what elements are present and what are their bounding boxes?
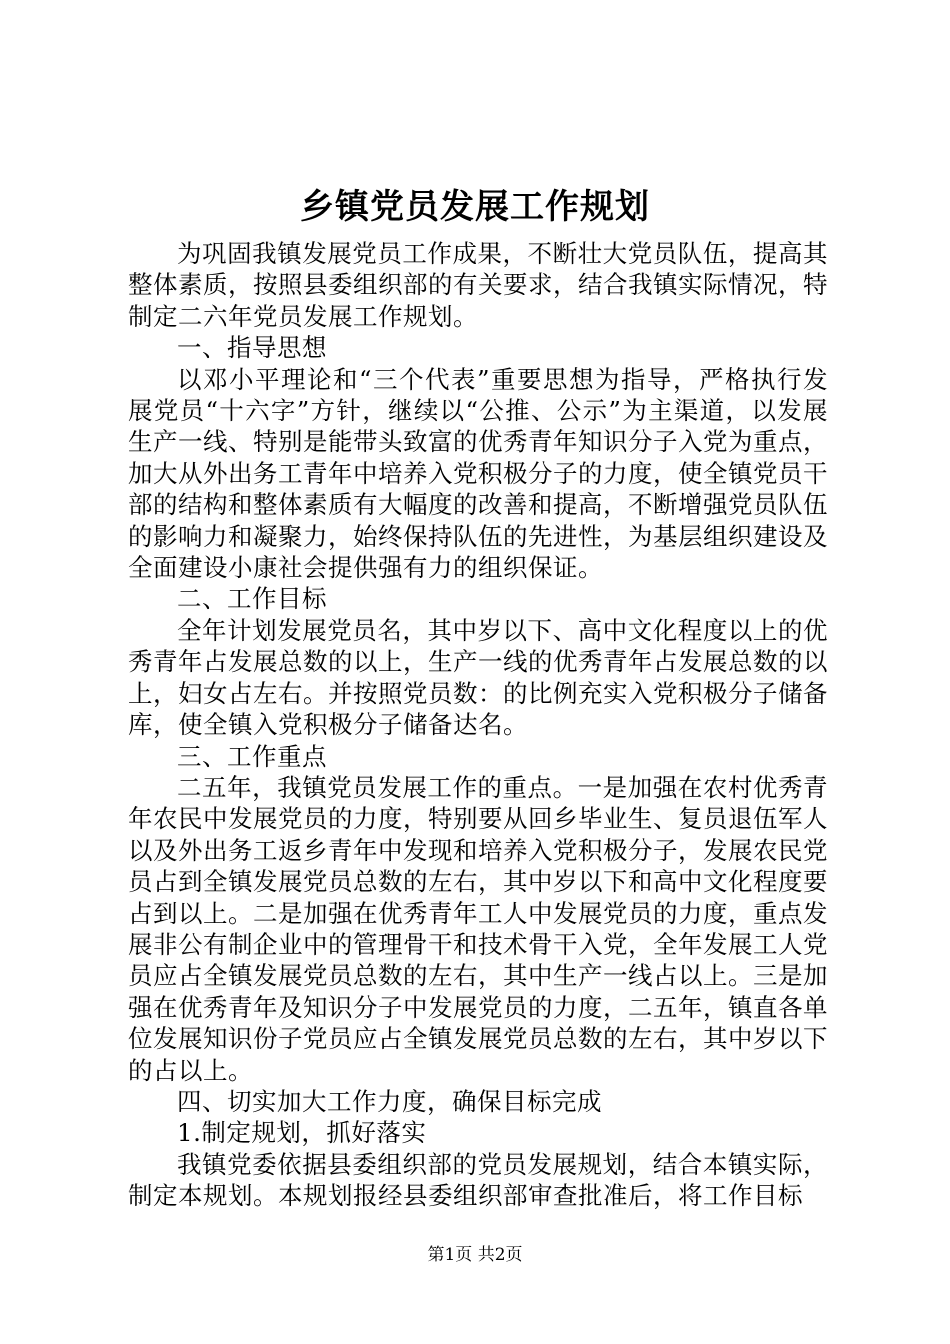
section-heading-guiding-ideology: 一、指导思想 (177, 333, 327, 363)
guiding-ideology-paragraph: 以邓小平理论和“三个代表”重要思想为指导，严格执行发展党员“十六字”方针，继续以“公推、公示”为主渠道，以发展生产一线、特别是能带头致富的优秀青年知识分子入党为重点，加大从外出务工青年中培养入党积极分子的力度，使全镇党员干部的结构和整体素质有大幅度的改善和提高，不断增强党员队伍的影响力和凝聚力，始终保持队伍的先进性，为基层组织建设及全面建设小康社会提供强有力的组织保证。 (128, 364, 828, 583)
section-heading-work-goals: 二、工作目标 (177, 584, 327, 614)
work-focus-paragraph: 二五年，我镇党员发展工作的重点。一是加强在农村优秀青年农民中发展党员的力度，特别要从回乡毕业生、复员退伍军人以及外出务工返乡青年中发现和培养入党积极分子，发展农民党员占到全镇发展党员总数的左右，其中岁以下和高中文化程度要占到以上。二是加强在优秀青年工人中发展党员的力度，重点发展非公有制企业中的管理骨干和技术骨干入党，全年发展工人党员应占全镇发展党员总数的左右，其中生产一线占以上。三是加强在优秀青年及知识分子中发展党员的力度，二五年，镇直各单位发展知识份子党员应占全镇发展党员总数的左右，其中岁以下的占以上。 (128, 772, 828, 1085)
work-goals-paragraph: 全年计划发展党员名，其中岁以下、高中文化程度以上的优秀青年占发展总数的以上，生产一线的优秀青年占发展总数的以上，妇女占左右。并按照党员数：的比例充实入党积极分子储备库，使全镇入党积极分子储备达名。 (128, 615, 828, 740)
document-title: 乡镇党员发展工作规划 (300, 187, 650, 227)
section-heading-strengthen-efforts: 四、切实加大工作力度，确保目标完成 (177, 1086, 602, 1116)
intro-paragraph: 为巩固我镇发展党员工作成果，不断壮大党员队伍，提高其整体素质，按照县委组织部的有关要求，结合我镇实际情况，特制定二六年党员发展工作规划。 (128, 239, 828, 331)
subsection-heading-plan: 1.制定规划，抓好落实 (177, 1118, 427, 1148)
plan-paragraph: 我镇党委依据县委组织部的党员发展规划，结合本镇实际，制定本规划。本规划报经县委组织部审查批准后，将工作目标 (128, 1149, 828, 1211)
section-heading-work-focus: 三、工作重点 (177, 741, 327, 771)
document-body (128, 238, 828, 1212)
page-number-footer: 第1页 共2页 (427, 1245, 523, 1265)
